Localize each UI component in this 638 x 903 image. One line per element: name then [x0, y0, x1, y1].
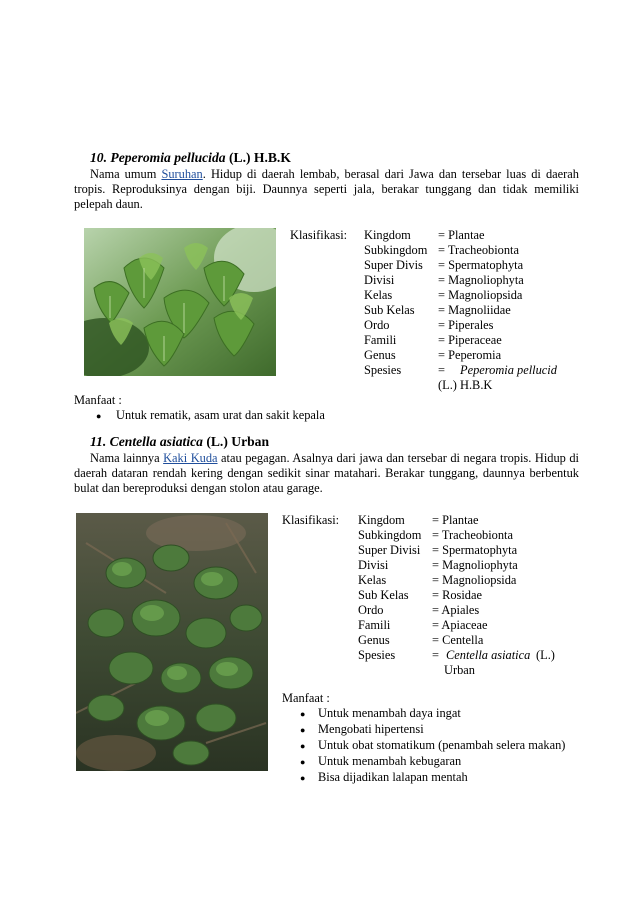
manfaat-list-10	[96, 408, 325, 424]
common-name-link[interactable]: Kaki Kuda	[163, 451, 218, 465]
common-name-link[interactable]: Suruhan	[161, 167, 203, 181]
list-item: ● Untuk obat stomatikum (penambah selera makan)	[300, 738, 566, 752]
section-number: 11.	[90, 434, 107, 449]
author-name: (L.) Urban	[206, 434, 270, 449]
section-10-description: Nama umum Suruhan. Hidup di daerah lembab, berasal dari Jawa dan tersebar luas di daerah tropis. Reproduksinya dengan biji. Daunnya seperti jala, berakar tunggang dan tidak memiliki pelepah daun.	[74, 167, 579, 211]
list-item: ● Mengobati hipertensi	[300, 722, 424, 736]
manfaat-label: Manfaat :	[74, 393, 122, 407]
klasifikasi-label: Klasifikasi:	[282, 513, 340, 527]
list-item: ● Untuk menambah kebugaran	[300, 754, 462, 768]
list-item: ● Bisa dijadikan lalapan mentah	[300, 770, 468, 784]
list-item: ● Untuk menambah daya ingat	[300, 706, 461, 720]
author-name: (L.) H.B.K	[228, 150, 291, 165]
section-11-title	[90, 434, 269, 449]
list-item: ● Untuk rematik, asam urat dan sakit kepala	[96, 408, 325, 422]
section-number: 10.	[90, 150, 107, 165]
scientific-name: Peperomia pellucida	[110, 150, 226, 165]
scientific-name: Centella asiatica	[109, 434, 203, 449]
manfaat-label: Manfaat :	[282, 691, 330, 705]
section-10-title	[90, 150, 291, 165]
centella-photo	[76, 513, 268, 771]
peperomia-photo	[84, 228, 276, 376]
klasifikasi-label: Klasifikasi:	[290, 228, 348, 242]
manfaat-list-11	[300, 706, 565, 786]
section-11-description: Nama lainnya Kaki Kuda atau pegagan. Asalnya dari jawa dan tersebar di negara tropis. Hidup di daerah dataran rendah kering dengan sedikit sinar matahari. Berakar tunggang, daunnya berbentuk bulat dan bereproduksi dengan stolon atau garage.	[74, 451, 579, 495]
